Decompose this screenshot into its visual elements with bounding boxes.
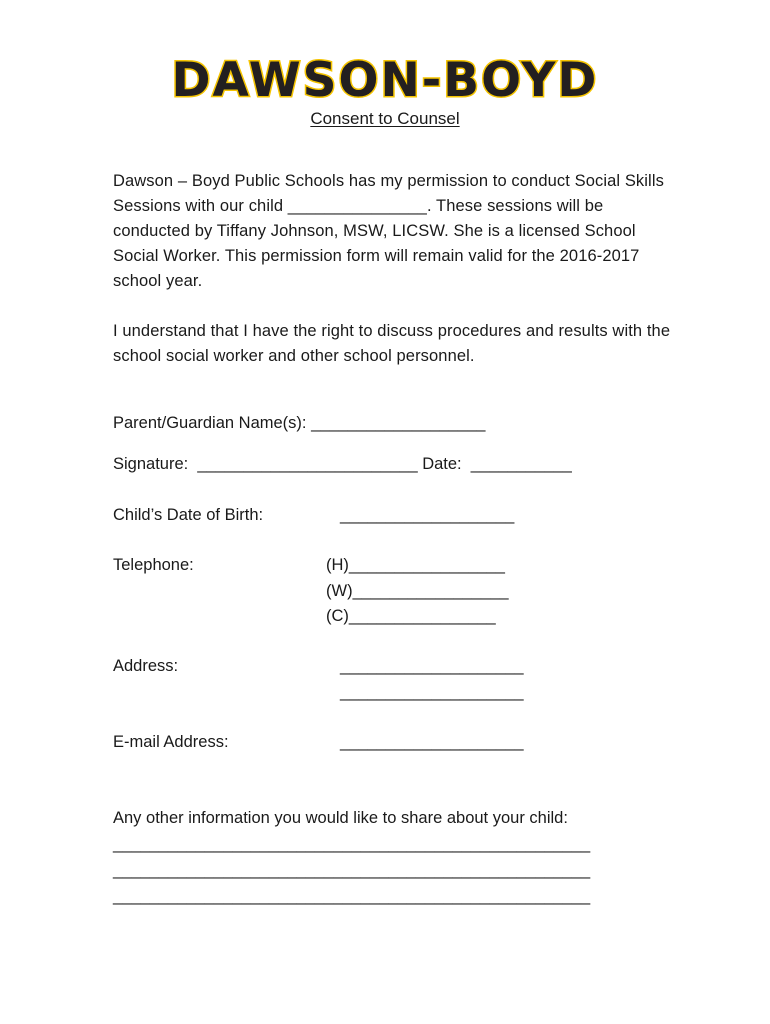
email-label: E-mail Address: — [113, 733, 229, 751]
telephone-cell-field[interactable]: (C)________________ — [326, 607, 496, 625]
address-field-line1[interactable]: ____________________ — [340, 657, 524, 675]
logo-wordmark — [115, 50, 655, 110]
dob-label: Child’s Date of Birth: — [113, 506, 264, 524]
permission-paragraph: Dawson – Boyd Public Schools has my permission to conduct Social Skills Sessions with our child _______________. These sessions will be conducted by Tiffany Johnson, MSW, LICSW. She is a licensed School Social Worker. This permission form will remain valid for the 2016-2017 school year. — [113, 172, 664, 290]
telephone-work-field[interactable]: (W)_________________ — [326, 582, 509, 600]
address-field-line2[interactable]: ____________________ — [340, 683, 524, 701]
signature-date-field[interactable]: Signature: ________________________ Date: ___________ — [113, 455, 572, 473]
form-title: Consent to Counsel — [310, 109, 460, 128]
other-info-line-2[interactable]: ____________________________________________________ — [113, 861, 591, 879]
rights-paragraph: I understand that I have the right to discuss procedures and results with the school social worker and other school personnel. — [113, 322, 671, 365]
dob-field[interactable]: ___________________ — [340, 506, 515, 524]
other-info-line-1[interactable]: ____________________________________________________ — [113, 835, 591, 853]
other-info-label: Any other information you would like to share about your child: — [113, 809, 568, 827]
email-field[interactable]: ____________________ — [340, 733, 524, 751]
telephone-label: Telephone: — [113, 556, 194, 574]
parent-guardian-field[interactable]: Parent/Guardian Name(s): ___________________ — [113, 414, 486, 432]
school-logo — [0, 50, 770, 110]
telephone-home-field[interactable]: (H)_________________ — [326, 556, 505, 574]
address-label: Address: — [113, 657, 179, 675]
logo-text: DAWSON-BOYD — [171, 53, 599, 108]
other-info-line-3[interactable]: ____________________________________________________ — [113, 887, 591, 905]
